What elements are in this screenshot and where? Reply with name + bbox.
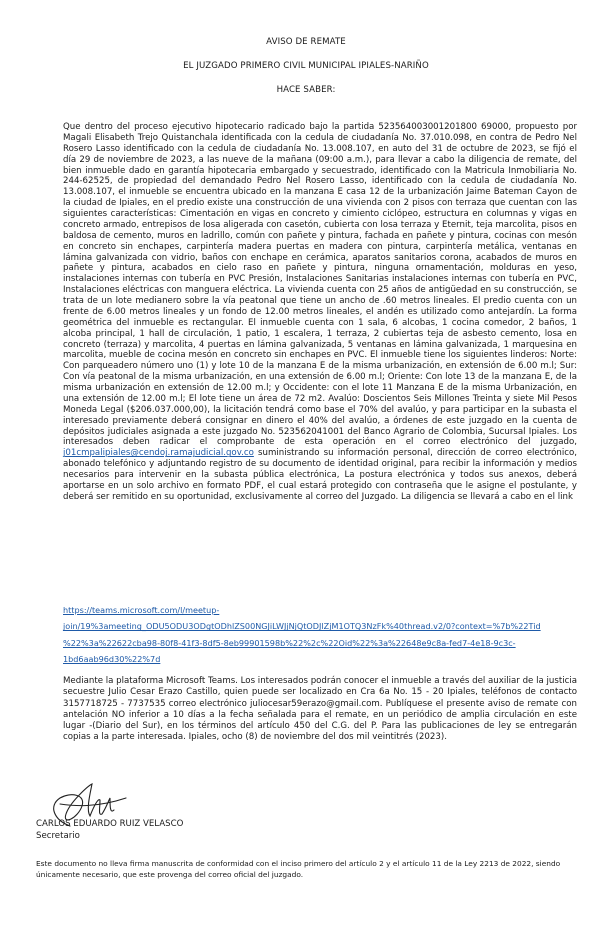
court-name: EL JUZGADO PRIMERO CIVIL MUNICIPAL IPIALES-NARIÑO — [183, 61, 429, 71]
footnote: Este documento no lleva firma manuscrita de conformidad con el inciso primero del artículo 2 y el artículo 11 de la Ley 2213 de 2022, siendo únicamente necesario, que este provenga del correo oficial del juzgado. — [36, 859, 561, 880]
main-text-part2: suministrando su información personal, dirección de correo electrónico, abonado telefónico y adjuntando registro de su documento de identidad original, para recibir la información y medios necesarios para intervenir en la subasta pública electrónica, La postura electrónica y todos sus anexos, deberá aportarse en un solo archivo en formato PDF, el cual estará protegido con contraseña que le asigne el postulante, y deberá ser remitido en su oportunidad, exclusivamente al correo del Juzgado. La diligencia se llevará a cabo en el link — [63, 448, 577, 502]
closing-paragraph: Mediante la plataforma Microsoft Teams. Los interesados podrán conocer el inmueble a través del auxiliar de la justicia secuestre Julio Cesar Erazo Castillo, quien puede ser localizado en Cra 6a No. 15 - 20 Ipiales, teléfonos de contacto 3157718725 - 7737535 correo electrónico juliocesar59erazo@gmail.com. Publíquese el presente aviso de remate con antelación NO inferior a 10 días a la fecha señalada para el remate, en un periódico de amplia circulación en este lugar -(Diario del Sur), en los términos del artículo 450 del C.G. del P. Para las publicaciones de ley se entregarán copias a la parte interesada. Ipiales, ocho (8) de noviembre del dos mil veintitrés (2023). — [63, 676, 577, 743]
link-line[interactable]: %22%3a%22622cba98-80f8-41f3-8df5-8eb99901598b%22%2c%22Oid%22%3a%22648e9c8a-fed7-4e18-9c3c- — [63, 637, 516, 648]
link-line[interactable]: https://teams.microsoft.com/l/meetup- — [63, 605, 220, 615]
main-paragraph — [63, 122, 577, 503]
notice-title: AVISO DE REMATE — [266, 37, 346, 47]
main-text-part1: Que dentro del proceso ejecutivo hipotecario radicado bajo la partida 523564003001201800 69000, propuesto por Magali Elisabeth Trejo Quistanchala identificada con la cedula de ciudadanía No. 37.010.098, en contra de Pedro Nel Rosero Lasso identificado con la cedula de ciudadanía No. 13.008.107, en auto del 31 de octubre de 2023, se fijó el día 29 de noviembre de 2023, a las nueve de la mañana (09:00 a.m.), para llevar a cabo la diligencia de remate, del bien inmueble dado en garantía hipotecaria embargado y secuestrado, identificado con la Matricula Inmobiliaria No. 244-62525, de propiedad del demandado Pedro Nel Rosero Lasso, identificado con la cedula de ciudadanía No. 13.008.107, el inmueble se encuentra ubicado en la manzana E casa 12 de la urbanización Jaime Bateman Cayon de la ciudad de Ipiales, en el predio existe una construcción de una vivienda con 2 pisos con terraza que cuentan con las siguientes características: Cimentación en vigas en concreto y cimiento ciclópeo, estructura en columnas y vigas en concreto armado, entrepisos de losa aligerada con casetón, cubierta con losa terraza y Eternit, teja marcolita, pisos en baldosa de cemento, muros en ladrillo, común con pañete y pintura, fachada en pañete y pintura, cocinas con mesón en concreto sin enchapes, carpintería madera puertas en madera con pintura, carpintería metálica, ventanas en lámina galvanizada con vidrio, baños con enchape en cerámica, aparatos sanitarios corona, acabados de muros en pañete y pintura, acabados en cielo raso en pañete y pintura, ninguna ornamentación, molduras en yeso, instalaciones internas con tubería en PVC Presión, Instalaciones Sanitarias instalaciones internas con tubería en PVC, Instalaciones eléctricas con manguera eléctrica. La vivienda cuenta con 25 años de antigüedad en su construcción, se trata de un lote medianero sobre la vía peatonal que tiene un ancho de .60 metros lineales. El predio cuenta con un frente de 6.00 metros lineales y un fondo de 12.00 metros lineales, el andén es utilizado como antejardín. La forma geométrica del inmueble es rectangular. El inmueble cuenta con 1 sala, 6 alcobas, 1 cocina comedor, 2 baños, 1 alcoba principal, 1 hall de circulación, 1 patio, 1 escalera, 1 terraza, 2 cubiertas teja de asbesto cemento, losa en concreto (terraza) y marcolita, 4 puertas en lámina galvanizada, 5 ventanas en lámina galvanizada, 1 marquesina en marcolita, mueble de cocina mesón en concreto sin enchapes en PVC. El inmueble tiene los siguientes linderos: Norte: Con parqueadero número uno (1) y lote 10 de la manzana E de la misma urbanización, en extensión de 6.00 m.l; Sur: Con vía peatonal de la misma urbanización, en una extensión de 6.00 m.l; Oriente: Con lote 13 de la manzana E, de la misma urbanización en extensión de 12.00 m.l; y Occidente: con el lote 11 Manzana E de la misma Urbanización, en una extensión de 12.00 m.l; El lote tiene un área de 72 m2. Avalúo: Doscientos Seis Millones Treinta y siete Mil Pesos Moneda Legal ($206.037.000,00), la licitación tendrá como base el 70% del avalúo, y para participar en la subasta el interesado previamente deberá consignar en dinero el 40% del avalúo, a órdenes de este juzgado en la cuenta de depósitos judiciales asignada a este juzgado No. 523562041001 del Banco Agrario de Colombia, Sucursal Ipiales. Los interesados deben radicar el comprobante de esta operación en el correo electrónico del juzgado, — [63, 122, 577, 448]
link-line[interactable]: 1bd6aab96d30%22%7d — [63, 653, 161, 664]
signer-name: CARLOS EDUARDO RUIZ VELASCO — [36, 819, 184, 829]
teams-meeting-link[interactable] — [63, 602, 583, 667]
court-email-link[interactable]: j01cmpalipiales@cendoj.ramajudicial.gov.co — [63, 448, 254, 459]
signer-role: Secretario — [36, 831, 80, 841]
announcement-heading: HACE SABER: — [276, 85, 336, 95]
link-line[interactable]: join/19%3ameeting_ODU5ODU3ODgtODhlZS00NGJiLWJjNjQtODJlZjM1OTQ3NzFk%40thread.v2/0?context=%7b%22Tid — [63, 621, 541, 632]
